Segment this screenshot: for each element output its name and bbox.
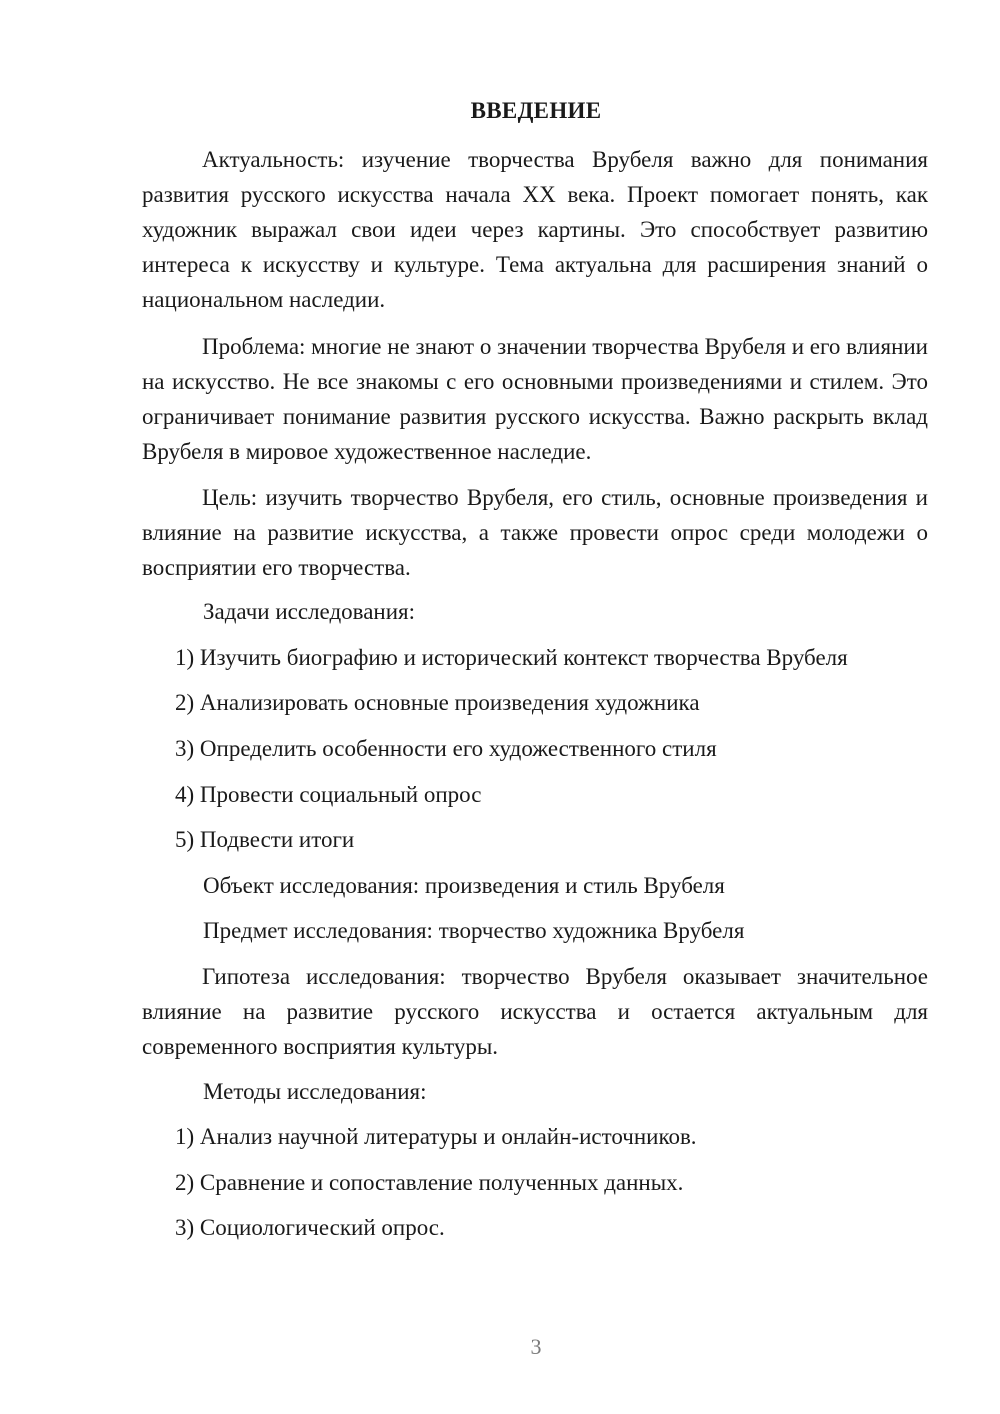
task-item: 5) Подвести итоги — [175, 827, 355, 852]
page-title: ВВЕДЕНИЕ — [470, 98, 602, 123]
problem-paragraph: Проблема: многие не знают о значении творчества Врубеля и его влиянии на искусство. Не все знакомы с его основными произведениями и стилем. Это ограничивает понимание развития русского искусства. Важно раскрыть вклад Врубеля в мировое художественное наследие. — [142, 334, 928, 464]
page-number: 3 — [530, 1334, 542, 1359]
method-item: 3) Социологический опрос. — [175, 1215, 445, 1240]
method-item: 2) Сравнение и сопоставление полученных данных. — [175, 1170, 684, 1195]
task-item: 3) Определить особенности его художественного стиля — [175, 736, 717, 761]
hypothesis-paragraph: Гипотеза исследования: творчество Врубеля оказывает значительное влияние на развитие русского искусства и остается актуальным для современного восприятия культуры. — [142, 964, 928, 1059]
method-item: 1) Анализ научной литературы и онлайн-источников. — [175, 1124, 697, 1149]
tasks-heading: Задачи исследования: — [203, 599, 416, 624]
research-object: Объект исследования: произведения и стиль Врубеля — [203, 873, 725, 898]
task-item: 2) Анализировать основные произведения художника — [175, 690, 700, 715]
methods-heading: Методы исследования: — [203, 1079, 427, 1104]
task-item: 4) Провести социальный опрос — [175, 782, 482, 807]
task-item: 1) Изучить биографию и исторический контекст творчества Врубеля — [175, 645, 848, 670]
goal-paragraph: Цель: изучить творчество Врубеля, его стиль, основные произведения и влияние на развитие искусства, а также провести опрос среди молодежи о восприятии его творчества. — [142, 485, 928, 580]
research-subject: Предмет исследования: творчество художника Врубеля — [203, 918, 745, 943]
relevance-paragraph: Актуальность: изучение творчества Врубеля важно для понимания развития русского искусства начала XX века. Проект помогает понять, как художник выражал свои идеи через картины. Это способствует развитию интереса к искусству и культуре. Тема актуальна для расширения знаний о национальном наследии. — [142, 147, 928, 312]
